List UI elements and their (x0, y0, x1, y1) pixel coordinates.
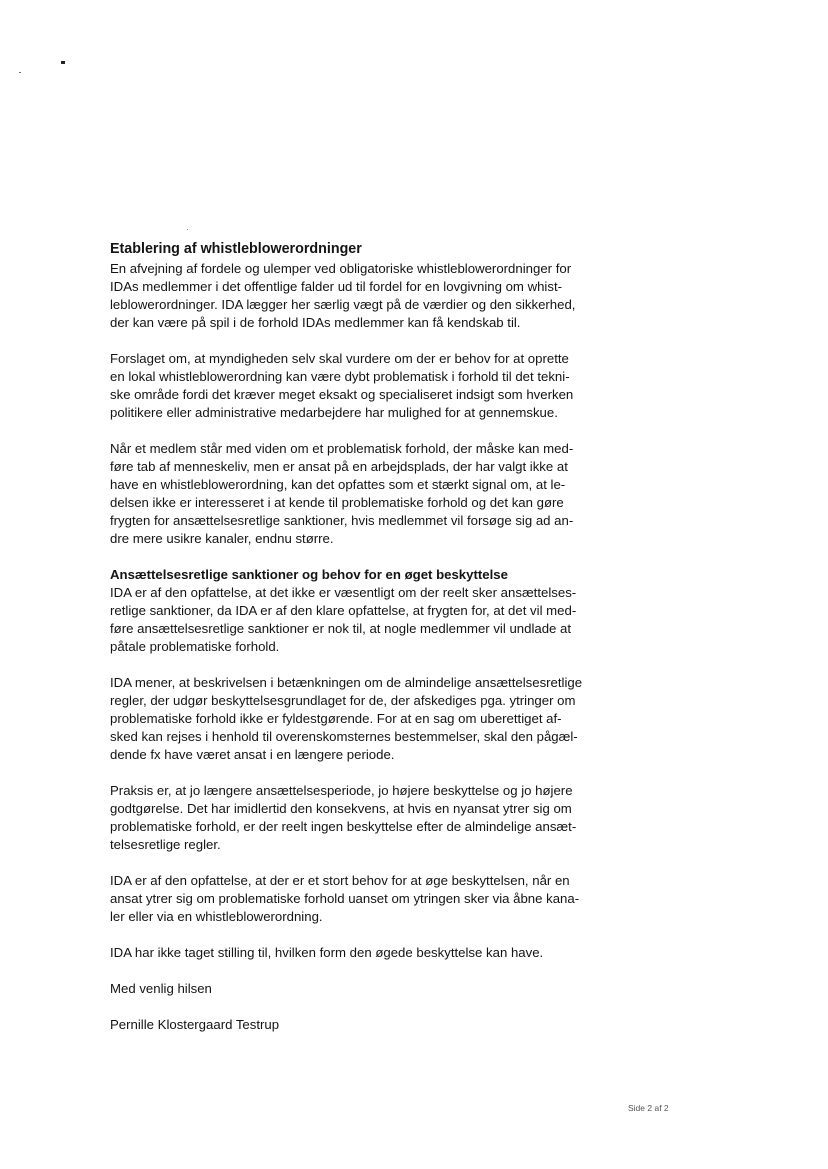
scan-speck (19, 72, 21, 73)
paragraph-protection-need: IDA er af den opfattelse, at der er et stort behov for at øge beskyttelsen, når en ansat ytrer sig om problematiske forhold uanset om ytringen sker via åbne kana- ler eller via en whistleblowerordning. (110, 873, 580, 924)
scan-speck (61, 61, 65, 64)
section-subheading: Ansættelsesretlige sanktioner og behov for en øget beskyttelse (110, 567, 508, 582)
scan-speck (187, 229, 188, 230)
section-heading: Etablering af whistleblowerordninger (110, 241, 362, 257)
paragraph-intro: En afvejning af fordele og ulemper ved obligatoriske whistleblowerordninger for IDAs medlemmer i det offentlige falder ud til fordel for en lovgivning om whist- leblowerordninger. IDA lægger her særlig vægt på de værdier og den sikkerhed, der kan være på spil i de forhold IDAs medlemmer kan få kendskab til. (110, 261, 576, 330)
paragraph-practice: Praksis er, at jo længere ansættelsesperiode, jo højere beskyttelse og jo højere godtgørelse. Det har imidlertid den konsekvens, at hvis en nyansat ytrer sig om problematiske forhold, er der reelt ingen beskyttelse efter de almindelige ansæt- telsesretlige regler. (110, 783, 577, 852)
paragraph-report-description: IDA mener, at beskrivelsen i betænkningen om de almindelige ansættelsesretlige regler, der udgør beskyttelsesgrundlaget for de, der afskediges pga. ytringer om problematiske forhold ikke er fyldestgørende. For at en sag om uberettiget af- sked kan rejses i henhold til overenskomsternes bestemmelser, skal den pågæl- dende fx have været ansat i en længere periode. (110, 675, 583, 762)
signature-name: Pernille Klostergaard Testrup (110, 1017, 280, 1032)
paragraph-no-position: IDA har ikke taget stilling til, hvilken form den øgede beskyttelse kan have. (110, 945, 544, 960)
page-number: Side 2 af 2 (628, 1103, 669, 1113)
paragraph-member-knowledge: Når et medlem står med viden om et problematisk forhold, der måske kan med- føre tab af menneskeliv, men er ansat på en arbejdsplads, der har valgt ikke at have en whistleblowerordning, kan det opfattes som et stærkt signal om, at le- delsen ikke er interesseret i at kende til problematiske forhold og det kan gøre frygten for ansættelsesretlige sanktioner, hvis medlemmet vil forsøge sig ad an- dre mere usikre kanaler, endnu større. (110, 441, 574, 546)
closing-greeting: Med venlig hilsen (110, 981, 212, 996)
paragraph-sanctions: IDA er af den opfattelse, at det ikke er væsentligt om der reelt sker ansættelses- retlige sanktioner, da IDA er af den klare opfattelse, at frygten for, at det vil med- føre ansættelsesretlige sanktioner er nok til, at nogle medlemmer vil undlade at påtale problematiske forhold. (110, 585, 577, 654)
paragraph-proposal: Forslaget om, at myndigheden selv skal vurdere om der er behov for at oprette en lokal whistleblowerordning kan være dybt problematisk i forhold til det tekni- ske område fordi det kræver meget eksakt og specialiseret indsigt som hverken politikere eller administrative medarbejdere har mulighed for at gennemskue. (110, 351, 574, 420)
